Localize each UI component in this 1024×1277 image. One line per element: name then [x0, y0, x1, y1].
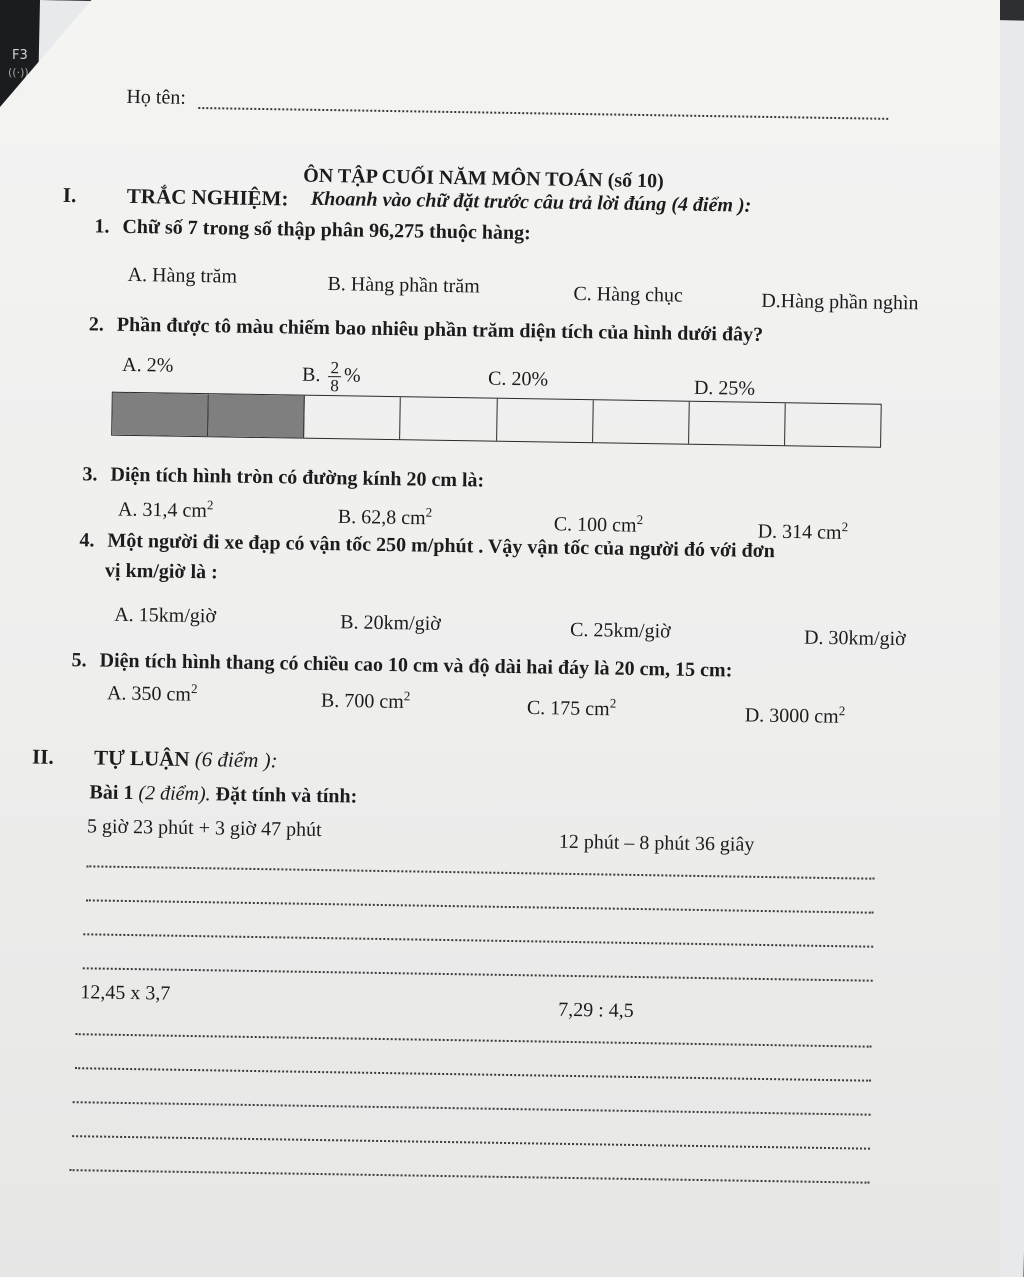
unit-power: 2	[403, 688, 411, 704]
unshaded-cell	[304, 396, 401, 440]
unit-power: 2	[190, 680, 198, 697]
wifi-icon: ((·))	[8, 66, 29, 79]
answer-line[interactable]	[86, 899, 874, 913]
fraction-denominator: 8	[330, 376, 339, 396]
part1-instruction: Khoanh vào chữ đặt trước câu trả lời đúng (4 điểm ):	[310, 187, 752, 217]
unshaded-cell	[593, 400, 690, 444]
unshaded-cell	[689, 402, 786, 446]
q2-text: Phần được tô màu chiếm bao nhiêu phần trăm diện tích của hình dưới đây?	[116, 313, 764, 346]
answer-line[interactable]	[76, 1033, 872, 1048]
unit-power: 2	[609, 695, 617, 711]
bai1-points: (2 điểm).	[138, 782, 211, 806]
exercise-time-add: 5 giờ 23 phút + 3 giờ 47 phút	[86, 815, 322, 842]
q5-option-b-label: B. 700 cm	[320, 689, 404, 713]
exercise-time-subtract: 12 phút – 8 phút 36 giây	[558, 830, 755, 856]
part2-heading: TỰ LUẬN	[93, 745, 190, 771]
q1-option-d[interactable]: D.Hàng phần nghìn	[761, 289, 919, 315]
q3-option-c-label: C. 100 cm	[553, 513, 637, 537]
part1-heading: TRẮC NGHIỆM:	[126, 183, 289, 211]
answer-line[interactable]	[83, 933, 873, 947]
worksheet-title: ÔN TẬP CUỐI NĂM MÔN TOÁN (số 10)	[303, 164, 664, 193]
q4-option-b[interactable]: B. 20km/giờ	[340, 611, 441, 635]
exercise-divide: 7,29 : 4,5	[558, 998, 634, 1022]
unit-power: 2	[206, 497, 214, 513]
answer-line[interactable]	[72, 1135, 870, 1150]
part1-roman: I.	[62, 182, 77, 208]
q5-option-a-label: A. 350 cm	[106, 682, 192, 706]
part2-roman: II.	[31, 744, 54, 769]
q5-text: Diện tích hình thang có chiều cao 10 cm và độ dài hai đáy là 20 cm, 15 cm:	[99, 649, 733, 682]
bai1-heading	[89, 781, 357, 808]
q5-option-d[interactable]	[745, 702, 846, 729]
part2-heading-group	[94, 745, 278, 773]
q5-option-a[interactable]	[107, 680, 198, 707]
q3-option-c[interactable]	[554, 511, 644, 538]
shaded-cell	[112, 393, 209, 437]
q5-number: 5.	[71, 649, 87, 672]
q2-option-b-fraction	[328, 359, 341, 394]
q4-number: 4.	[79, 529, 95, 552]
name-label: Họ tên:	[126, 85, 187, 109]
q4-text-continued: vị km/giờ là :	[104, 559, 218, 584]
unshaded-cell	[400, 397, 497, 441]
answer-line[interactable]	[73, 1101, 871, 1116]
q4-option-a[interactable]: A. 15km/giờ	[114, 603, 217, 628]
q1-text: Chữ số 7 trong số thập phân 96,275 thuộc hàng:	[122, 215, 531, 245]
q3-number: 3.	[82, 463, 98, 486]
shaded-cell	[208, 394, 305, 438]
unit-power: 2	[838, 703, 846, 719]
q3-option-a[interactable]	[118, 496, 214, 523]
answer-line[interactable]	[83, 967, 873, 981]
shaded-rectangle-strip	[111, 392, 882, 448]
q3-option-d-label: D. 314 cm	[757, 520, 842, 544]
unshaded-cell	[785, 403, 881, 446]
fraction-numerator: 2	[330, 358, 340, 378]
q1-number: 1.	[94, 215, 110, 238]
q5-option-b[interactable]	[321, 687, 411, 714]
q2-number: 2.	[88, 313, 105, 336]
unit-power: 2	[636, 511, 644, 528]
q5-option-c-label: C. 175 cm	[526, 696, 610, 721]
part2-points: (6 điểm ):	[194, 747, 278, 773]
exercise-multiply: 12,45 x 3,7	[80, 981, 171, 1005]
q1-option-b[interactable]: B. Hàng phần trăm	[327, 273, 480, 298]
q1-option-a[interactable]: A. Hàng trăm	[127, 263, 238, 288]
unshaded-cell	[497, 399, 594, 443]
q4-text: Một người đi xe đạp có vận tốc 250 m/phút . Vậy vận tốc của người đó với đơn	[107, 529, 776, 563]
q4-option-c[interactable]: C. 25km/giờ	[569, 618, 671, 643]
q3-option-b-label: B. 62,8 cm	[337, 505, 426, 530]
unit-power: 2	[425, 504, 433, 520]
q2-option-b[interactable]	[302, 359, 361, 395]
q2-option-a[interactable]: A. 2%	[122, 353, 174, 377]
q2-option-b-suffix: %	[343, 364, 361, 387]
bai1-label: Bài 1	[89, 781, 134, 805]
q3-text: Diện tích hình tròn có đường kính 20 cm là:	[110, 463, 485, 492]
q4-option-d[interactable]: D. 30km/giờ	[803, 626, 906, 651]
q1-option-c[interactable]: C. Hàng chục	[573, 282, 684, 307]
unit-power: 2	[841, 519, 849, 535]
q5-option-c[interactable]	[527, 694, 617, 721]
answer-line[interactable]	[75, 1067, 871, 1082]
answer-line[interactable]	[86, 865, 874, 879]
f3-key-label: F3	[12, 48, 28, 63]
q2-option-d[interactable]: D. 25%	[693, 376, 756, 400]
q3-option-b[interactable]	[338, 503, 433, 530]
q3-option-a-label: A. 31,4 cm	[117, 498, 208, 522]
q5-option-d-label: D. 3000 cm	[744, 704, 839, 728]
bai1-task: Đặt tính và tính:	[215, 783, 358, 808]
name-dotted-line	[198, 107, 888, 120]
q2-option-c[interactable]: C. 20%	[487, 367, 549, 391]
q2-option-b-letter: B.	[301, 363, 321, 387]
answer-line[interactable]	[70, 1169, 870, 1184]
